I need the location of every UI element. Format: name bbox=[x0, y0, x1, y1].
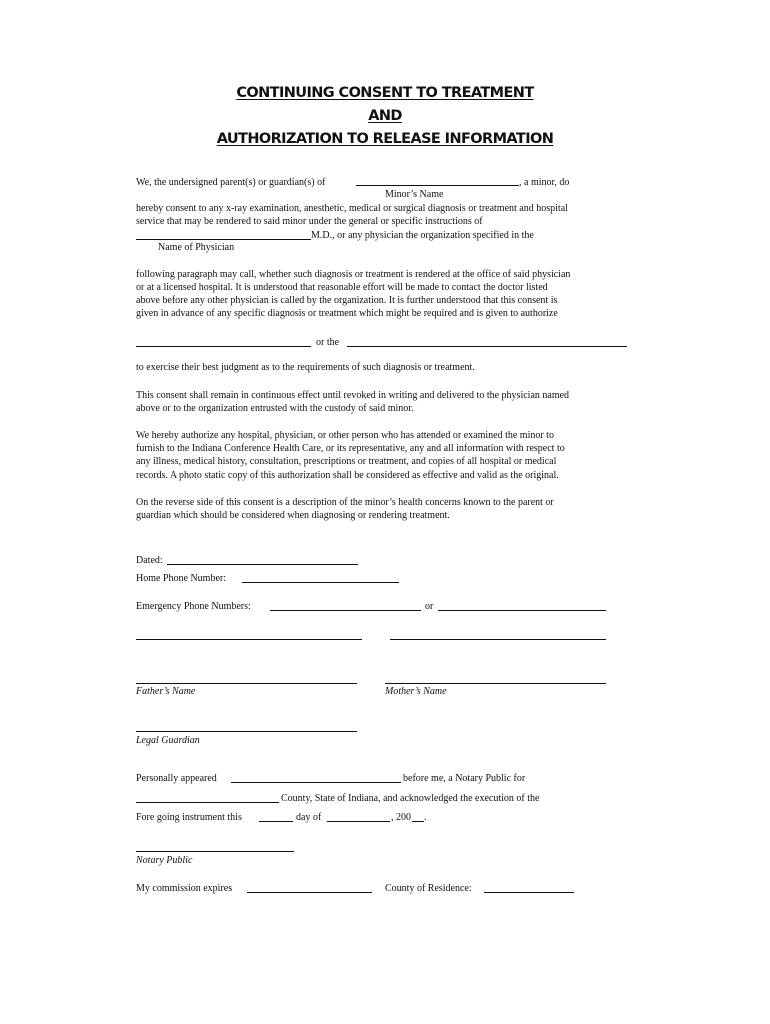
para3-line-1: This consent shall remain in continuous effect until revoked in writing and delivered to the physician named bbox=[136, 390, 570, 401]
notary-public-label: Notary Public bbox=[136, 855, 193, 866]
para3-line-2: above or to the organization entrusted with the custody of said minor. bbox=[136, 403, 414, 414]
year-prefix-text: , 200 bbox=[391, 812, 411, 823]
commission-expires-label: My commission expires bbox=[136, 883, 233, 894]
county-field[interactable] bbox=[136, 802, 279, 803]
para4-line-4: records. A photo static copy of this authorization shall be considered as effective and valid as the original. bbox=[136, 470, 559, 481]
intro-line-2: hereby consent to any x-ray examination, anesthetic, medical or surgical diagnosis or treatment and hospital bbox=[136, 203, 568, 214]
home-phone-field[interactable] bbox=[242, 582, 399, 583]
para5-line-1: On the reverse side of this consent is a description of the minor’s health concerns known to the parent or bbox=[136, 497, 554, 508]
emergency-phone-field-1[interactable] bbox=[270, 610, 421, 611]
county-state-text: County, State of Indiana, and acknowledged the execution of the bbox=[281, 793, 540, 804]
emergency-or-text: or bbox=[425, 601, 434, 612]
dated-field[interactable] bbox=[167, 564, 358, 565]
before-me-text: before me, a Notary Public for bbox=[403, 773, 526, 784]
father-name-label: Father’s Name bbox=[136, 686, 196, 697]
para4-line-2: furnish to the Indiana Conference Health Care, or its representative, any and all information with respect to bbox=[136, 443, 565, 454]
title-line-2: AND bbox=[368, 108, 402, 124]
title-line-1: CONTINUING CONSENT TO TREATMENT bbox=[236, 85, 534, 101]
para2-line-1: following paragraph may call, whether such diagnosis or treatment is rendered at the office of said physician bbox=[136, 269, 571, 280]
signature-line-right-1[interactable] bbox=[390, 639, 606, 640]
emergency-phone-label: Emergency Phone Numbers: bbox=[136, 601, 251, 612]
notary-signature-line[interactable] bbox=[136, 851, 294, 852]
title-line-3: AUTHORIZATION TO RELEASE INFORMATION bbox=[216, 131, 554, 147]
guardian-signature-line[interactable] bbox=[136, 731, 357, 732]
personally-appeared-label: Personally appeared bbox=[136, 773, 217, 784]
para4-line-3: any illness, medical history, consultation, prescriptions or treatment, and copies of all hospital or medical bbox=[136, 456, 557, 467]
emergency-phone-field-2[interactable] bbox=[438, 610, 606, 611]
mother-signature-line[interactable] bbox=[385, 683, 606, 684]
month-field[interactable] bbox=[327, 821, 390, 822]
county-residence-label: County of Residence: bbox=[385, 883, 472, 894]
day-field[interactable] bbox=[259, 821, 293, 822]
para2-line-3: above before any other physician is called by the organization. It is further understood that this consent is bbox=[136, 295, 558, 306]
para4-line-1: We hereby authorize any hospital, physician, or other person who has attended or examined the minor to bbox=[136, 430, 554, 441]
year-field[interactable] bbox=[412, 821, 424, 822]
or-the-text: or the bbox=[316, 337, 340, 348]
para2-line-4: given in advance of any specific diagnosis or treatment which might be required and is given to authorize bbox=[136, 308, 558, 319]
para5-line-2: guardian which should be considered when diagnosing or rendering treatment. bbox=[136, 510, 450, 521]
father-signature-line[interactable] bbox=[136, 683, 357, 684]
legal-guardian-label: Legal Guardian bbox=[136, 735, 200, 746]
intro-line-3: service that may be rendered to said minor under the general or specific instructions of bbox=[136, 216, 483, 227]
fore-going-text: Fore going instrument this bbox=[136, 812, 242, 823]
home-phone-label: Home Phone Number: bbox=[136, 573, 226, 584]
intro-we-text: We, the undersigned parent(s) or guardian(s) of bbox=[136, 177, 326, 188]
signature-line-left-1[interactable] bbox=[136, 639, 362, 640]
personally-appeared-field[interactable] bbox=[231, 782, 401, 783]
intro-minor-suffix: , a minor, do bbox=[519, 177, 570, 188]
authorize-line-1[interactable] bbox=[136, 346, 311, 347]
minor-name-caption: Minor’s Name bbox=[385, 189, 444, 200]
day-of-text: day of bbox=[296, 812, 322, 823]
intro-md-suffix: M.D., or any physician the organization specified in the bbox=[311, 230, 534, 241]
minor-name-line[interactable] bbox=[356, 185, 519, 186]
dated-label: Dated: bbox=[136, 555, 163, 566]
county-residence-field[interactable] bbox=[484, 892, 574, 893]
year-end-text: . bbox=[424, 812, 427, 823]
exercise-text: to exercise their best judgment as to the requirements of such diagnosis or treatment. bbox=[136, 362, 475, 373]
physician-name-caption: Name of Physician bbox=[158, 242, 235, 253]
physician-name-line[interactable] bbox=[136, 239, 311, 240]
para2-line-2: or at a licensed hospital. It is understood that reasonable effort will be made to contact the doctor listed bbox=[136, 282, 548, 293]
mother-name-label: Mother’s Name bbox=[385, 686, 447, 697]
commission-expires-field[interactable] bbox=[247, 892, 372, 893]
authorize-line-2[interactable] bbox=[347, 346, 627, 347]
